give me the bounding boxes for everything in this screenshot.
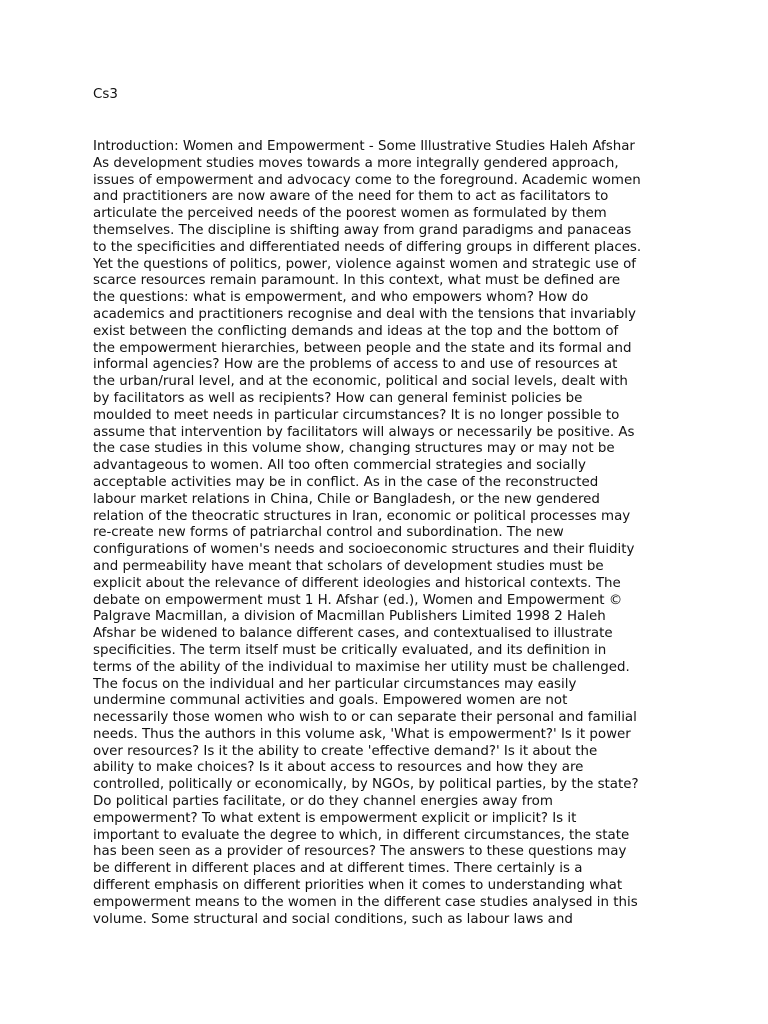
- body-line: Yet the questions of politics, power, violence against women and strategic use of: [93, 256, 636, 272]
- body-line: moulded to meet needs in particular circumstances? It is no longer possible to: [93, 407, 620, 423]
- body-line: specificities. The term itself must be critically evaluated, and its definition in: [93, 642, 607, 658]
- document-body: [93, 139, 693, 928]
- body-line: re-create new forms of patriarchal control and subordination. The new: [93, 525, 564, 541]
- body-line: academics and practitioners recognise and deal with the tensions that invariably: [93, 306, 636, 322]
- body-line: the case studies in this volume show, changing structures may or may not be: [93, 441, 615, 457]
- body-line: assume that intervention by facilitators will always or necessarily be positive. As: [93, 424, 635, 440]
- body-line: the empowerment hierarchies, between people and the state and its formal and: [93, 340, 632, 356]
- body-line: acceptable activities may be in conflict. As in the case of the reconstructed: [93, 474, 599, 490]
- body-line: necessarily those women who wish to or can separate their personal and familial: [93, 710, 637, 726]
- body-line: the urban/rural level, and at the economic, political and social levels, dealt with: [93, 374, 628, 390]
- body-line: empowerment? To what extent is empowerment explicit or implicit? Is it: [93, 810, 577, 826]
- body-line: be different in different places and at different times. There certainly is a: [93, 861, 583, 877]
- body-line: explicit about the relevance of different ideologies and historical contexts. The: [93, 575, 621, 591]
- body-line: terms of the ability of the individual to maximise her utility must be challenged.: [93, 659, 630, 675]
- body-line: important to evaluate the degree to which, in different circumstances, the state: [93, 827, 630, 843]
- body-line: and permeability have meant that scholars of development studies must be: [93, 558, 604, 574]
- body-line: issues of empowerment and advocacy come to the foreground. Academic women: [93, 172, 641, 188]
- body-line: by facilitators as well as recipients? How can general feminist policies be: [93, 390, 583, 406]
- body-line: and practitioners are now aware of the need for them to act as facilitators to: [93, 189, 609, 205]
- body-line: undermine communal activities and goals. Empowered women are not: [93, 693, 568, 709]
- body-line: different emphasis on different priorities when it comes to understanding what: [93, 878, 623, 894]
- body-line: informal agencies? How are the problems of access to and use of resources at: [93, 357, 618, 373]
- body-line: Afshar be widened to balance different cases, and contextualised to illustrate: [93, 626, 613, 642]
- document-heading: Cs3: [93, 87, 118, 102]
- body-line: needs. Thus the authors in this volume ask, 'What is empowerment?' Is it power: [93, 726, 631, 742]
- body-line: debate on empowerment must 1 H. Afshar (ed.), Women and Empowerment ©: [93, 592, 623, 608]
- body-line: has been seen as a provider of resources? The answers to these questions may: [93, 844, 627, 860]
- body-line: advantageous to women. All too often commercial strategies and socially: [93, 458, 586, 474]
- body-line: controlled, politically or economically, by NGOs, by political parties, by the state?: [93, 777, 639, 793]
- body-line: scarce resources remain paramount. In this context, what must be defined are: [93, 273, 621, 289]
- body-line: articulate the perceived needs of the poorest women as formulated by them: [93, 206, 607, 222]
- body-line: ability to make choices? Is it about access to resources and how they are: [93, 760, 584, 776]
- body-line: As development studies moves towards a more integrally gendered approach,: [93, 155, 619, 171]
- body-line: labour market relations in China, Chile or Bangladesh, or the new gendered: [93, 491, 600, 507]
- body-line: relation of the theocratic structures in Iran, economic or political processes may: [93, 508, 631, 524]
- body-line: the questions: what is empowerment, and who empowers whom? How do: [93, 290, 589, 306]
- body-line: configurations of women's needs and socioeconomic structures and their fluidity: [93, 542, 635, 558]
- body-line: Do political parties facilitate, or do they channel energies away from: [93, 794, 553, 810]
- body-line: over resources? Is it the ability to create 'effective demand?' Is it about the: [93, 743, 598, 759]
- body-line: to the specificities and differentiated needs of differing groups in different places.: [93, 239, 642, 255]
- body-line: exist between the conflicting demands and ideas at the top and the bottom of: [93, 323, 619, 339]
- body-line: themselves. The discipline is shifting away from grand paradigms and panaceas: [93, 222, 632, 238]
- body-line: empowerment means to the women in the different case studies analysed in this: [93, 894, 638, 910]
- body-line: volume. Some structural and social conditions, such as labour laws and: [93, 911, 573, 927]
- body-line: Introduction: Women and Empowerment - Some Illustrative Studies Haleh Afshar: [93, 139, 635, 154]
- body-line: The focus on the individual and her particular circumstances may easily: [93, 676, 577, 692]
- body-line: Palgrave Macmillan, a division of Macmillan Publishers Limited 1998 2 Haleh: [93, 609, 606, 625]
